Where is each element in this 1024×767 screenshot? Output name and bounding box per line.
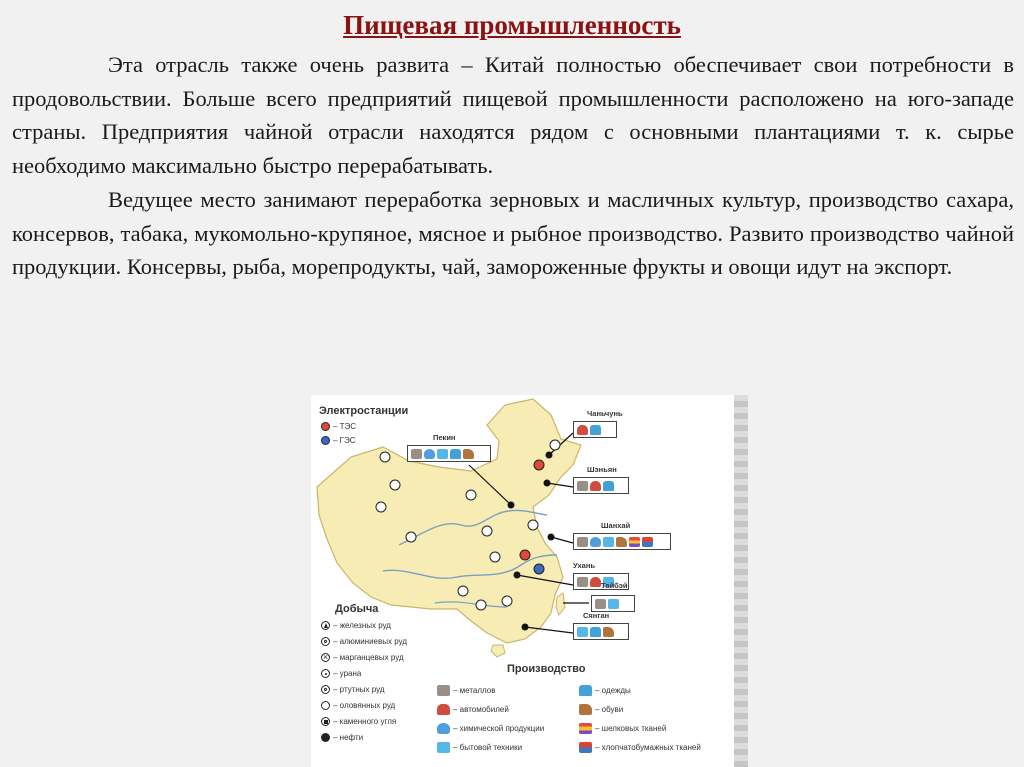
city-box-taipei: [591, 595, 635, 612]
legend-item-chemicals: – химической продукции: [437, 723, 544, 734]
appliances-icon: [437, 449, 448, 459]
tin-ore-icon: [321, 701, 330, 710]
city-box-changchun: [573, 421, 617, 438]
chemicals-icon: [424, 449, 435, 459]
shoes-icon: [579, 704, 592, 715]
metals-icon: [411, 449, 422, 459]
metals-icon: [577, 537, 588, 547]
legend-item-iron: – железных руд: [321, 621, 391, 630]
city-label-beijing: Пекин: [433, 433, 456, 442]
legend-item-appliances: – бытовой техники: [437, 742, 522, 753]
legend-item-tes: – ТЭС: [321, 422, 356, 431]
city-label-taipei: Тайбэй: [601, 581, 628, 590]
silk-icon: [629, 537, 640, 547]
oil-icon: [321, 733, 330, 742]
legend-item-coal: – каменного угля: [321, 717, 396, 726]
clothing-icon: [590, 425, 601, 435]
car-icon: [437, 704, 450, 715]
metals-icon: [577, 577, 588, 587]
appliances-icon: [437, 742, 450, 753]
appliances-icon: [603, 537, 614, 547]
hainan-island: [491, 645, 505, 657]
chemicals-icon: [437, 723, 450, 734]
paragraph-1: Эта отрасль также очень развита – Китай полностью обеспечивает свои потребности в продовольствии. Больше всего предприятий пищевой промышленности расположено на юго-западе страны. Предприятия чайной отрасли находятся рядом с основными плантациями т. к. сырье необходимо максимально быстро перерабатывать.: [12, 52, 1014, 179]
clothing-icon: [450, 449, 461, 459]
legend-item-cotton: – хлопчатобумажных тканей: [579, 742, 701, 753]
legend-item-tin: – оловянных руд: [321, 701, 395, 710]
clothing-icon: [579, 685, 592, 696]
iron-ore-icon: [321, 621, 330, 630]
car-icon: [577, 425, 588, 435]
shoes-icon: [616, 537, 627, 547]
clothing-icon: [603, 481, 614, 491]
clothing-icon: [590, 627, 601, 637]
paragraph-2: Ведущее место занимают переработка зерновых и масличных культур, производство сахара, консервов, табака, мукомольно-крупяное, мясное и рыбное производство. Развито производство чайной продукции. Консервы, рыба, морепродукты, чай, замороженные фрукты и овощи идут на экспорт.: [12, 186, 1014, 280]
uranium-icon: [321, 669, 330, 678]
power-legend-title: Электростанции: [319, 405, 409, 417]
page-title: Пищевая промышленность: [343, 10, 681, 40]
legend-item-metals: – металлов: [437, 685, 496, 696]
city-label-shenyang: Шэньян: [587, 465, 617, 474]
body-text: [12, 48, 1014, 284]
metals-icon: [577, 481, 588, 491]
legend-item-ges: – ГЭС: [321, 436, 356, 445]
metals-icon: [595, 599, 606, 609]
map-graphic: [311, 395, 734, 767]
car-icon: [590, 577, 601, 587]
production-legend-title: Производство: [507, 663, 586, 675]
city-box-shenyang: [573, 477, 629, 494]
chemicals-icon: [590, 537, 601, 547]
shoes-icon: [463, 449, 474, 459]
metals-icon: [437, 685, 450, 696]
city-label-shanghai: Шанхай: [601, 521, 631, 530]
cotton-icon: [579, 742, 592, 753]
city-label-changchun: Чаньчунь: [587, 409, 623, 418]
legend-item-manganese: × – марганцевых руд: [321, 653, 404, 662]
city-box-shanghai: [573, 533, 671, 550]
legend-item-cars: – автомобилей: [437, 704, 509, 715]
appliances-icon: [608, 599, 619, 609]
city-box-hongkong: [573, 623, 629, 640]
mining-legend-title: Добыча: [335, 603, 379, 615]
legend-item-mercury: – ртутных руд: [321, 685, 385, 694]
pixelated-edge: [734, 395, 748, 767]
coal-icon: [321, 717, 330, 726]
legend-item-oil: – нефти: [321, 733, 363, 742]
tes-icon: [321, 422, 330, 431]
mercury-ore-icon: [321, 685, 330, 694]
cotton-icon: [642, 537, 653, 547]
car-icon: [590, 481, 601, 491]
city-label-hongkong: Сянган: [583, 611, 610, 620]
legend-item-silk: – шелковых тканей: [579, 723, 666, 734]
taiwan-island: [556, 593, 565, 615]
manganese-ore-icon: [321, 653, 330, 662]
shoes-icon: [603, 627, 614, 637]
china-industry-map: [311, 395, 734, 767]
silk-icon: [579, 723, 592, 734]
legend-item-aluminium: – алюминиевых руд: [321, 637, 407, 646]
city-box-beijing: [407, 445, 491, 462]
legend-item-uranium: – урана: [321, 669, 361, 678]
aluminium-ore-icon: [321, 637, 330, 646]
city-label-wuhan: Ухань: [573, 561, 595, 570]
ges-icon: [321, 436, 330, 445]
appliances-icon: [577, 627, 588, 637]
legend-item-shoes: – обуви: [579, 704, 623, 715]
legend-item-clothing: – одежды: [579, 685, 631, 696]
